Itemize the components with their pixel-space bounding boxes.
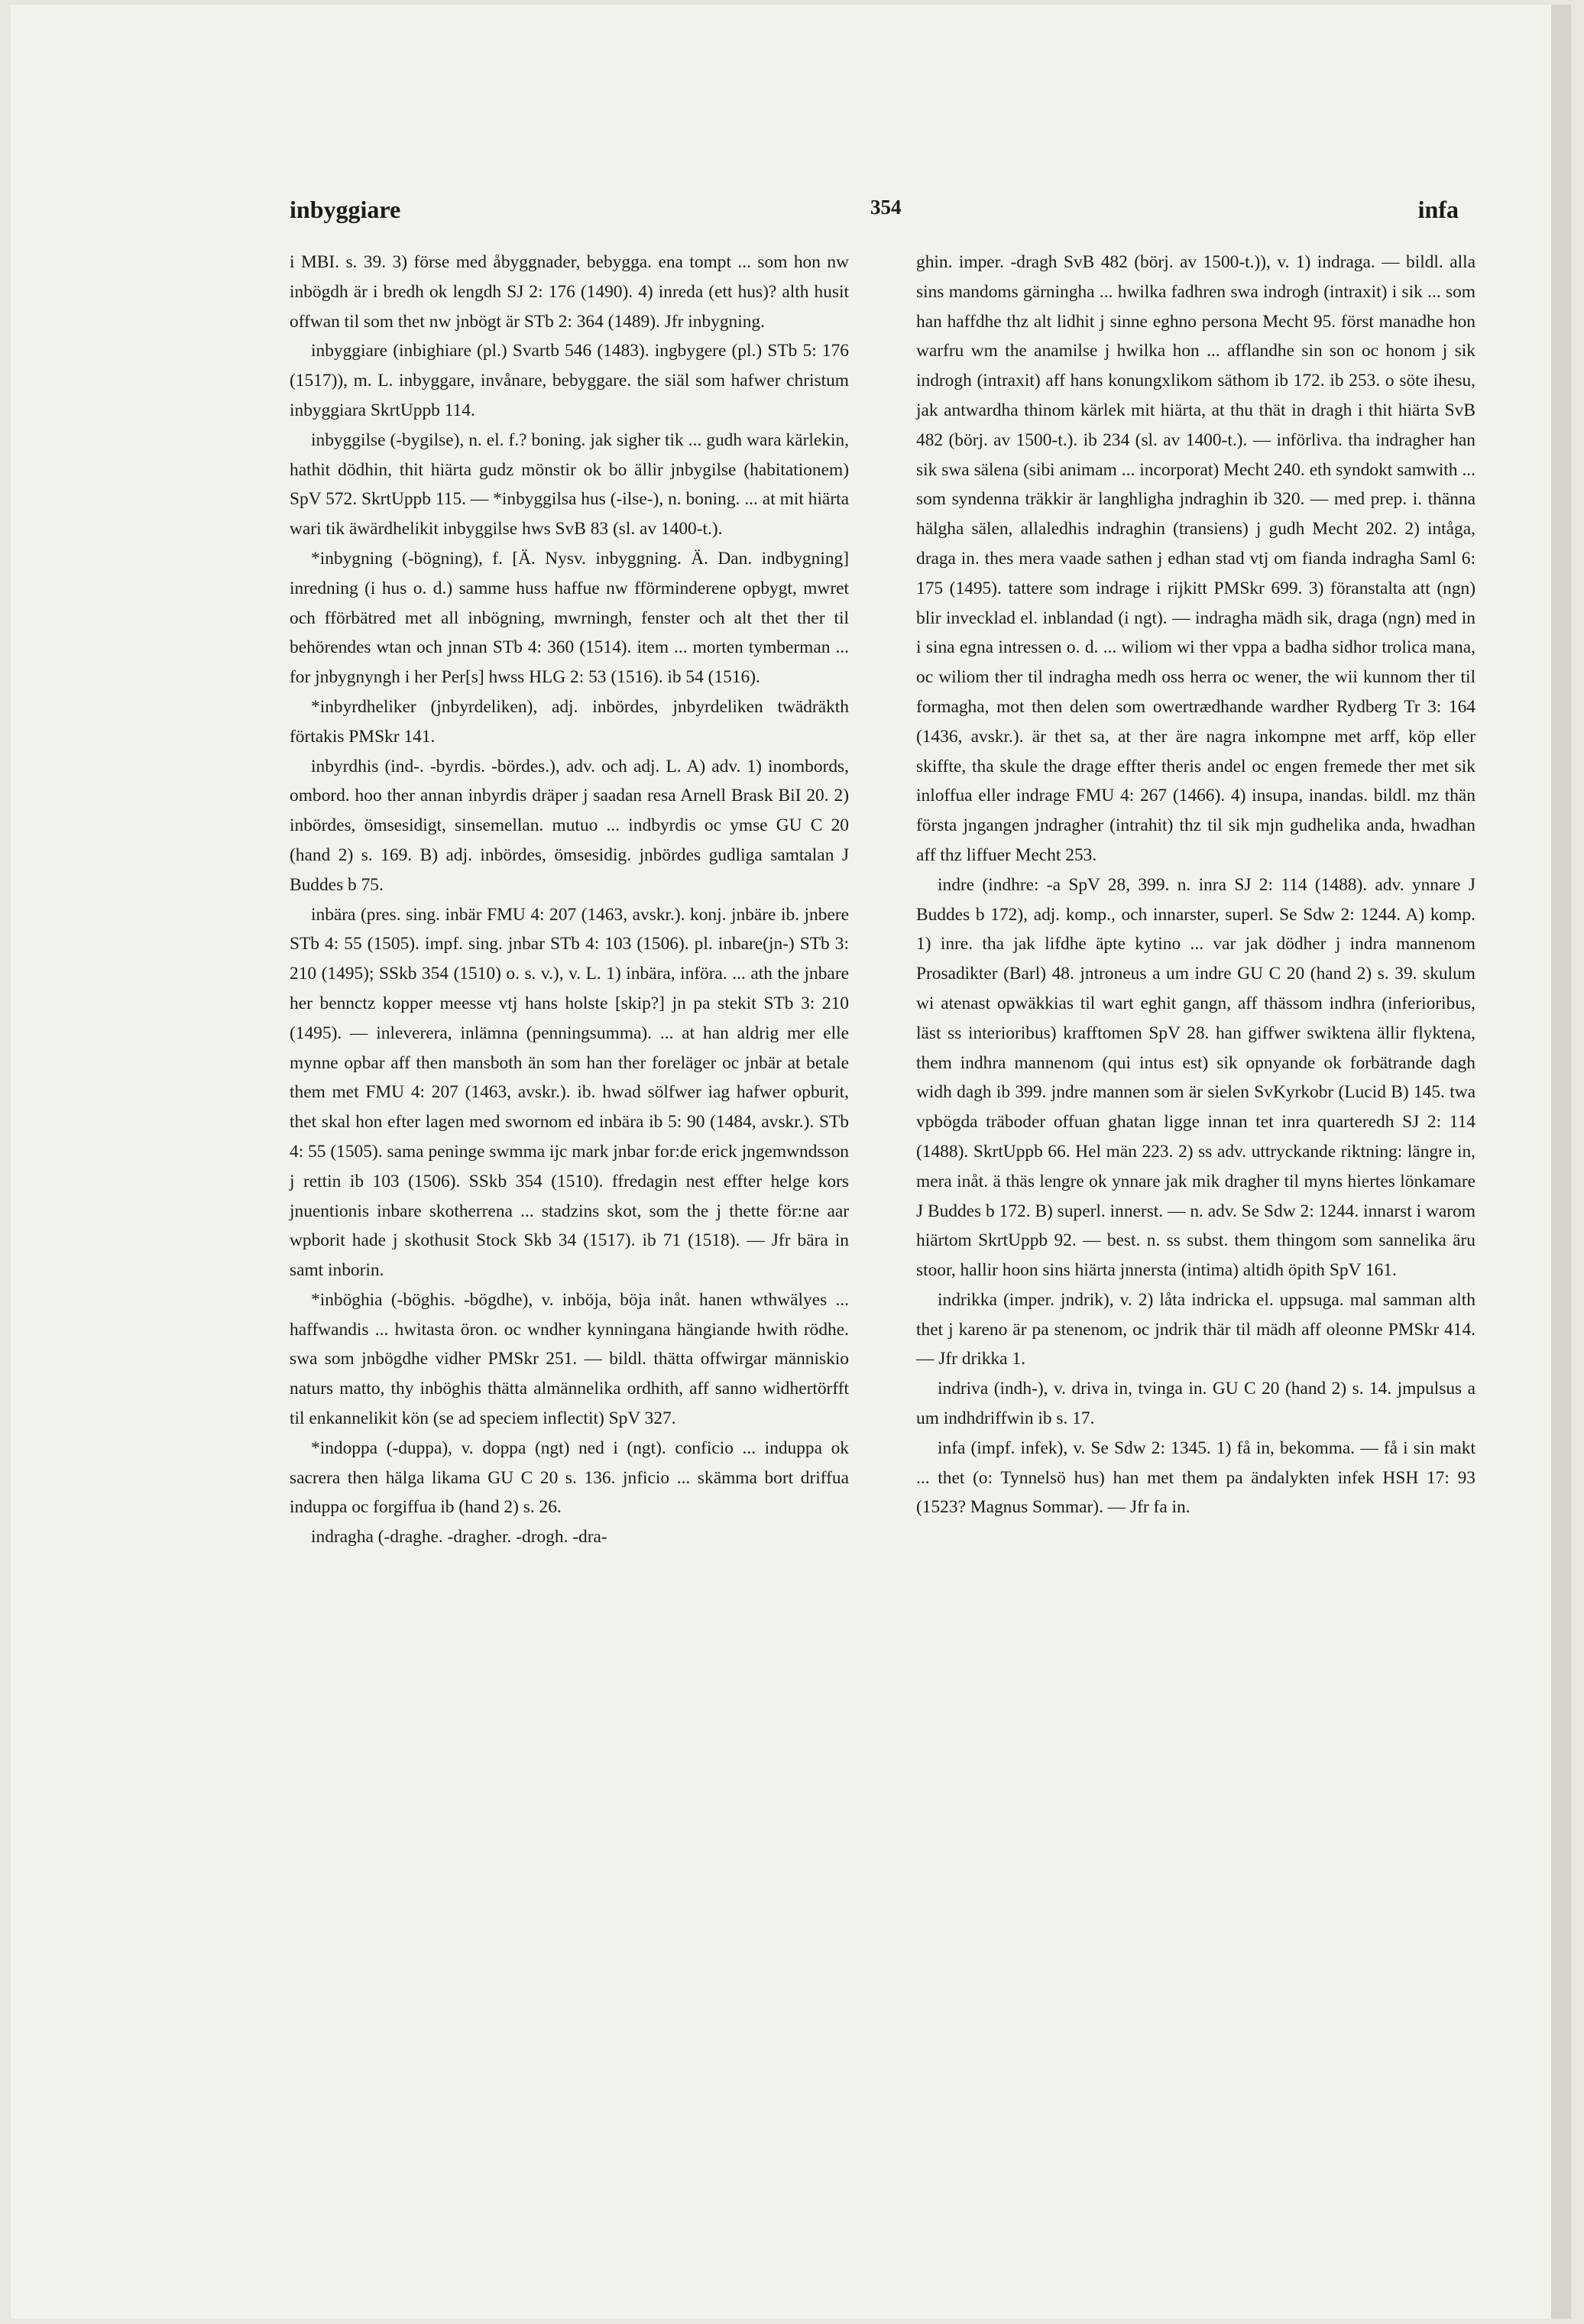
entry-indre: indre (indhre: -a SpV 28, 399. n. inra SJ 2: 114 (1488). adv. ynnare J Buddes b 172), adj. komp., och innarster, superl. Se Sdw 2: 1244. A) komp. 1) inre. tha jak lifdhe äpte kytino ... var jak dödher j indra mannenom Prosadikter (Barl) 48. jntroneus a um indre GU C 20 (hand 2) s. 39. skulum wi atenast opwäkkias til wart eghit gangn, aff thässom indhra (inferioribus, läst ss interioribus) krafftomen SpV 28. han giffwer swiktena ällir flyktena, them indhra mannenom (qui intus est) sik opnyande ok forbätrande dagh widh dagh ib 399. jndre mannen som är sielen SvKyrkobr (Lucid B) 145. twa vpbögda träboder offuan ghatan ligge innan tet inra quarteredh SJ 2: 114 (1488). SkrtUppb 66. Hel män 223. 2) ss adv. uttryckande riktning: längre in, mera inåt. ä thäs lengre ok ynnare jak mik dragher til myns hiertes lönkamare J Buddes b 172. B) superl. innerst. — n. adv. Se Sdw 2: 1244. innarst i warom hiärtom SkrtUppb 92. — best. n. ss subst. them thingom som sannelika äru stoor, hallir hoon sins hiärta jnnersta (intima) altidh öpith SpV 161. bbox=[916, 874, 1475, 1281]
entry-infa: infa (impf. infek), v. Se Sdw 2: 1345. 1) få in, bekomma. — få i sin makt ... thet (o: Tynnelsö hus) han met them pa ändalykten infek HSH 17: 93 (1523? Magnus Sommar). — Jfr fa in. bbox=[916, 1438, 1475, 1518]
header-left-guide-word: inbyggiare bbox=[290, 196, 401, 223]
entry-inbyrdhis: inbyrdhis (ind-. -byrdis. -bördes.), adv. och adj. L. A) adv. 1) inombords, ombord. hoo ther annan inbyrdis dräper j saadan resa Arnell Brask BiI 20. 2) inbördes, ömsesidigt, sinsemellan. mutuo ... indbyrdis oc ymse GU C 20 (hand 2) s. 169. B) adj. inbördes, ömsesidig. jnbördes gudliga samtalan J Buddes b 75. bbox=[290, 756, 849, 895]
dictionary-page bbox=[11, 5, 1571, 2319]
entry-indriva: indriva (indh-), v. driva in, tvinga in. GU C 20 (hand 2) s. 14. jmpulsus a um indhdriffwin ib s. 17. bbox=[916, 1379, 1475, 1429]
running-header bbox=[290, 196, 1482, 226]
entry-inboghia: *inböghia (-böghis. -bögdhe), v. inböja, böja inåt. hanen wthwälyes ... haffwandis ... hwitasta öron. oc wndher kynningana hängiande hwith rödhe. swa som jnbögdhe vidher PMSkr 251. — bildl. thätta offwirgar människio naturs matto, thy inböghis thätta almännelika ordhith, aff sanno widhertörfft til enkannelikit kön (se ad speciem inflectit) SpV 327. bbox=[290, 1289, 849, 1429]
entry-indragha: indragha (-draghe. -dragher. -drogh. -dra- bbox=[311, 1527, 607, 1548]
entry-inbyrdheliker: *inbyrdheliker (jnbyrdeliken), adj. inbördes, jnbyrdeliken twädräkth förtakis PMSkr 141. bbox=[290, 696, 849, 747]
entry-inbara: inbära (pres. sing. inbär FMU 4: 207 (1463, avskr.). konj. jnbäre ib. jnbere STb 4: 55 (1505). impf. sing. jnbar STb 4: 103 (1506). pl. inbare(jn-) STb 3: 210 (1495); SSkb 354 (1510) o. s. v.), v. L. 1) inbära, införa. ... ath the jnbare her bennctz kopper meesse vtj hans holste [skip?] jn pa stekit STb 3: 210 (1495). — inleverera, inlämna (penningsumma). ... at han aldrig mer elle mynne opbar aff then mansboth än som han ther foreläger oc jnbär at betale them met FMU 4: 207 (1463, avskr.). ib. hwad sölfwer iag hafwer opburit, thet skal hon efter lagen med swornom ed inbära ib 5: 90 (1484, avskr.). STb 4: 55 (1505). sama peninge swmma ijc mark jnbar for:de erick jngemwndsson j rettin ib 103 (1506). SSkb 354 (1510). ffredagin nest effter helge kors jnuentionis inbare skotherrena ... stadzins skot, som the j thette för:ne aar wpborit hade j skothusit Stock Skb 34 (1517). ib 71 (1518). — Jfr bära in samt inborin. bbox=[290, 904, 849, 1281]
entry-inbygning: *inbygning (-bögning), f. [Ä. Nysv. inbyggning. Ä. Dan. indbygning] inredning (i hus o. d.) samme huss haffue nw fförminderene opbygt, mwret och fförbätred met all inbögning, mwrningh, fenster och alt thet ther til behörendes wtan och jnnan STb 4: 360 (1514). item ... morten tymberman ... for jnbygnyngh i her Per[s] hwss HLG 2: 53 (1516). ib 54 (1516). bbox=[290, 548, 849, 688]
entry-indragha-continuation: ghin. imper. -dragh SvB 482 (börj. av 1500-t.)), v. 1) indraga. — bildl. alla sins mandoms gärningha ... hwilka fadhren swa indrogh (intraxit) i sik ... som han haffdhe thz alt lidhit j sinne eghno persona Mecht 95. först manadhe hon warfru wm the anamilse j hwilka hon ... afflandhe sin son oc honom j sik indrogh (intraxit) aff hans konungxlikom säthom ib 172. ib 253. o söte ihesu, jak antwardha thinom kärlek mit hiärta, at thu thät in dragh i thit hiärta SvB 482 (börj. av 1500-t.). ib 234 (sl. av 1400-t.). — införliva. tha indragher han sik swa sälena (sibi animam ... incorporat) Mecht 240. eth syndokt samwith ... som syndenna träkkir är langhligha jndraghin ib 320. — med prep. i. thänna hälgha sälen, allaledhis indraghin (transiens) j gudh Mecht 202. 2) intåga, draga in. thes mera vaade sathen j edhan stad vtj om fianda indragha Saml 6: 175 (1495). tattere som indrage i rijkitt PMSkr 699. 3) föranstalta att (ngn) blir invecklad el. inblandad (i ngt). — indragha mädh sik, draga (ngn) med in i sina egna intressen o. d. ... wiliom wi ther vppa a badha sidhor trolica mana, oc wiliom ther til indragha medh oss herra oc wener, the wii kunnom ther til formagha, mot then delen som owertrædhande wardher Rydberg Tr 3: 164 (1436, avskr.). är thet sa, at ther äre nagra inkompne met arff, köp eller skiffte, tha skule the drage effter theris andel oc engen fremede ther met sik inloffua eller indrage FMU 4: 267 (1466). 4) insupa, inandas. bildl. mz thän första jngangen jndragher (intrahit) thz til sik mjn gudhelika anda, hwadhan aff thz liffuer Mecht 253. bbox=[916, 252, 1475, 865]
entry-inbyggiare: inbyggiare (inbighiare (pl.) Svartb 546 (1483). ingbygere (pl.) STb 5: 176 (1517)), m. L. inbyggare, invånare, bebyggare. the siäl som hafwer christum inbyggiara SkrtUppb 114. bbox=[290, 341, 849, 420]
entry-continuation: i MBI. s. 39. 3) förse med åbyggnader, bebygga. ena tompt ... som hon nw inbögdh är i bredh ok lengdh SJ 2: 176 (1490). 4) inreda (ett hus)? alth husit offwan til som thet nw jnbögt är STb 2: 364 (1489). Jfr inbygning. bbox=[290, 252, 849, 332]
right-column bbox=[916, 248, 1475, 1522]
header-right-guide-word: infa bbox=[1417, 196, 1459, 223]
left-column bbox=[290, 248, 849, 1552]
entry-indoppa: *indoppa (-duppa), v. doppa (ngt) ned i (ngt). conficio ... induppa ok sacrera then hälga likama GU C 20 s. 136. jnficio ... skämma bort driffua induppa oc forgiffua ib (hand 2) s. 26. bbox=[290, 1438, 849, 1518]
page-spine bbox=[1551, 5, 1571, 2319]
entry-inbyggilse: inbyggilse (-bygilse), n. el. f.? boning. jak sigher tik ... gudh wara kärlekin, hathit dödhin, thit hiärta gudz mönstir ok bo ällir jnbygilse (habitationem) SpV 572. SkrtUppb 115. — *inbyggilsa hus (-ilse-), n. boning. ... at mit hiärta wari tik äwärdhelikit inbyggilse hws SvB 83 (sl. av 1400-t.). bbox=[290, 429, 849, 540]
entry-indrikka: indrikka (imper. jndrik), v. 2) låta indricka el. uppsuga. mal samman alth thet j kareno är pa stenenom, oc jndrik thär til mädh aff oleonne PMSkr 414. — Jfr drikka 1. bbox=[916, 1289, 1475, 1369]
page-number: 354 bbox=[870, 196, 902, 219]
